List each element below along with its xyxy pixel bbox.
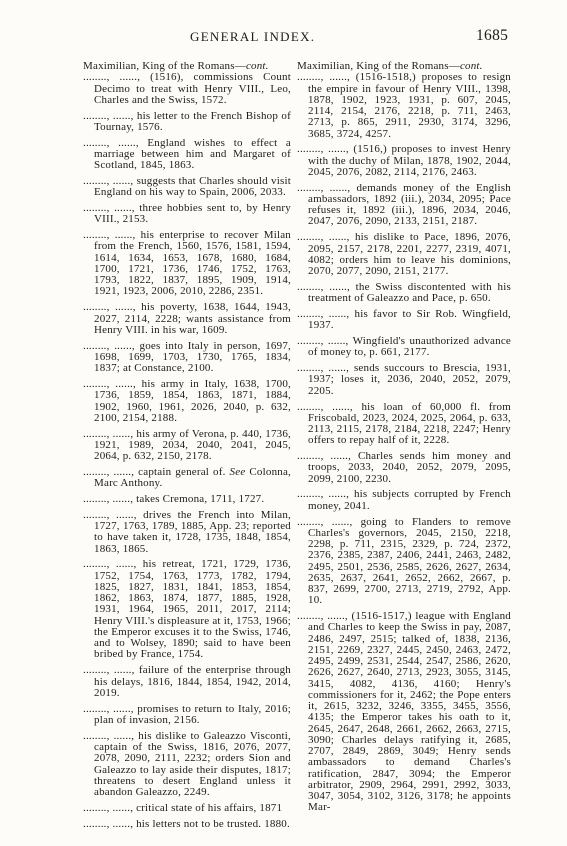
index-entry: ........, ......, his dislike to Pace, 1896, 2076, 2095, 2157, 2178, 2201, 2277, 2319, 4071, 4082; orders him to leave his dominions, 2070, 2077, 2090, 2151, 2177. — [297, 231, 511, 278]
heading-continued: cont. — [459, 60, 483, 72]
index-entry: ........, ......, goes into Italy in person, 1697, 1698, 1699, 1703, 1730, 1765, 1834, 1837; at Constance, 2100. — [83, 339, 291, 375]
index-entry: ........, ......, his army of Verona, p. 440, 1736, 1921, 1989, 2034, 2040, 2041, 2045, 2064, p. 632, 2150, 2178. — [83, 427, 291, 463]
index-entry: ........, ......, his letters not to be trusted. 1880. — [83, 817, 290, 830]
index-entry: ........, ......, critical state of his affairs, 1871 — [83, 801, 283, 814]
index-entry: ........, ......, sends succours to Brescia, 1931, 1937; loses it, 2036, 2040, 2052, 2079, 2205. — [297, 362, 511, 397]
index-entry: ........, ......, failure of the enterprise through his delays, 1816, 1844, 1854, 1942, 2014, 2019. — [83, 664, 291, 699]
index-entry: ........, ......, promises to return to Italy, 2016; plan of invasion, 2156. — [83, 702, 291, 726]
index-entry: ........, ......, his dislike to Galeazzo Visconti, captain of the Swiss, 1816, 2076, 2077, 2078, 2090, 2111, 2232; orders Sion and Galeazzo to lay aside their disputes, 1817; threatens to desert England unless it abandon Galeazzo, 2249. — [83, 729, 291, 798]
index-entry: ........, ......, Charles sends him money and troops, 2033, 2040, 2052, 2079, 2095, 2099, 2100, 2230. — [297, 450, 511, 485]
index-entry: ........, ......, his enterprise to recover Milan from the French, 1560, 1576, 1581, 1594, 1614, 1634, 1653, 1678, 1680, 1684, 1700, 1721, 1736, 1746, 1752, 1763, 1793, 1822, 1837, 1895, 1909, 1914, 1921, 1923, 2006, 2010, 2286, 2351. — [83, 229, 291, 298]
index-entry: ........, ......, takes Cremona, 1711, 1727. — [83, 493, 265, 506]
entry-text: Colonna, Marc Anthony. — [94, 465, 292, 490]
index-column-right — [297, 61, 511, 818]
index-entry: ........, ......, his army in Italy, 1638, 1700, 1736, 1859, 1854, 1863, 1871, 1884, 1902, 1960, 1961, 2026, 2040, p. 632, 2100, 2154, 2188. — [83, 378, 291, 424]
index-entry: ........, ......, demands money of the English ambassadors, 1892 (iii.), 2034, 2095; Pace refuses it, 1892 (iii.), 1896, 2034, 2046, 2047, 2076, 2090, 2133, 2151, 2187. — [297, 181, 511, 228]
index-column-left — [83, 61, 291, 835]
index-entry: ........, ......, his poverty, 1638, 1644, 1943, 2027, 2114, 2228; wants assistance from Henry VIII. in his war, 1609. — [83, 301, 291, 336]
index-entry: ........, ......, England wishes to effect a marriage between him and Margaret of Scotland, 1845, 1863. — [83, 136, 291, 172]
heading-continued: cont. — [245, 60, 269, 72]
running-head: GENERAL INDEX. — [190, 29, 316, 44]
index-entry: ........, ......, the Swiss discontented with his treatment of Galeazzo and Pace, p. 650. — [297, 280, 511, 305]
index-entry: ........, ......, his loan of 60,000 fl. from Friscobald, 2023, 2024, 2025, 2064, p. 633, 2113, 2115, 2178, 2184, 2218, 2247; Henry offers to repay half of it, 2228. — [297, 400, 511, 447]
index-entry: ........, ......, his subjects corrupted by French money, 2041. — [297, 488, 511, 512]
cross-reference-see: See — [229, 465, 246, 478]
index-entry — [83, 467, 291, 490]
index-entry: ........, ......, (1516-1517,) league with England and Charles to keep the Swiss in pay, 2087, 2486, 2497, 2515; talked of, 1838, 2136, 2151, 2269, 2327, 2445, 2450, 2463, 2472, 2495, 2499, 2531, 2544, 2547, 2586, 2620, 2626, 2627, 2640, 2713, 2923, 3055, 3145, 3415, 4082, 4136, 4160; Henry's commissioners for it, 2462; the Pope enters it, 2615, 3232, 3246, 3355, 3455, 3556, 4135; the Emperor takes his oath to it, 2645, 2647, 2648, 2661, 2662, 2663, 2715, 3090; Charles delays ratifying it, 2685, 2707, 2849, 2869, 3049; Henry sends ambassadors to demand Charles's ratification, 2847, 3094; the Emperor arbitrator, 2909, 2964, 2991, 2992, 3033, 3047, 3054, 3102, 3126, 3178; he appoints Mar- — [297, 610, 511, 814]
index-entry: ........, ......, going to Flanders to remove Charles's governors, 2045, 2150, 2218, 2298, p. 711, 2315, 2329, p. 724, 2372, 2376, 2385, 2387, 2406, 2441, 2463, 2482, 2495, 2501, 2536, 2585, 2626, 2627, 2634, 2635, 2637, 2641, 2652, 2662, 2667, p. 837, 2699, 2700, 2713, 2719, 2792, App. 10. — [297, 515, 511, 607]
index-entry: ........, ......, his letter to the French Bishop of Tournay, 1576. — [83, 109, 291, 133]
heading-text: Maximilian, King of the Romans— — [83, 60, 246, 72]
index-entry: ........, ......, his favor to Sir Rob. Wingfield, 1937. — [297, 307, 511, 332]
index-entry: ........, ......, drives the French into Milan, 1727, 1763, 1789, 1885, App. 23; reported to have taken it, 1728, 1735, 1848, 1854, 1863, 1865. — [83, 508, 291, 555]
index-entry: ........, ......, three hobbies sent to, by Henry VIII., 2153. — [83, 202, 291, 226]
index-entry: ........, ......, (1516), commissions Count Decimo to treat with Henry VIII., Leo, Charles and the Swiss, 1572. — [83, 71, 291, 106]
index-entry: ........, ......, (1516-1518,) proposes to resign the empire in favour of Henry VIII., 1398, 1878, 1902, 1923, 1931, p. 607, 2045, 2114, 2154, 2176, 2218, p. 711, 2463, 2713, p. 865, 2911, 2930, 3174, 3296, 3685, 3724, 4257. — [297, 71, 511, 140]
index-entry: ........, ......, suggests that Charles should visit England on his way to Spain, 2006, 2033. — [83, 175, 291, 199]
index-entry: ........, ......, Wingfield's unauthorized advance of money to, p. 661, 2177. — [297, 335, 511, 359]
index-entry: ........, ......, (1516,) proposes to invest Henry with the duchy of Milan, 1878, 1902, 2044, 2045, 2076, 2082, 2114, 2176, 2463. — [297, 143, 511, 178]
index-entry: ........, ......, his retreat, 1721, 1729, 1736, 1752, 1754, 1763, 1773, 1782, 1794, 1825, 1827, 1831, 1841, 1853, 1854, 1862, 1863, 1874, 1877, 1885, 1928, 1931, 1964, 1965, 2011, 2017, 2114; Henry VIII.'s displeasure at it, 1753, 1966; the Emperor excuses it to the Swiss, 1746, and to Wolsey, 1890; said to have been bribed by France, 1754. — [83, 558, 291, 661]
page-number: 1685 — [476, 27, 509, 44]
entry-text: ........, ......, captain general of. — [83, 465, 230, 478]
heading-text: Maximilian, King of the Romans— — [297, 60, 460, 72]
